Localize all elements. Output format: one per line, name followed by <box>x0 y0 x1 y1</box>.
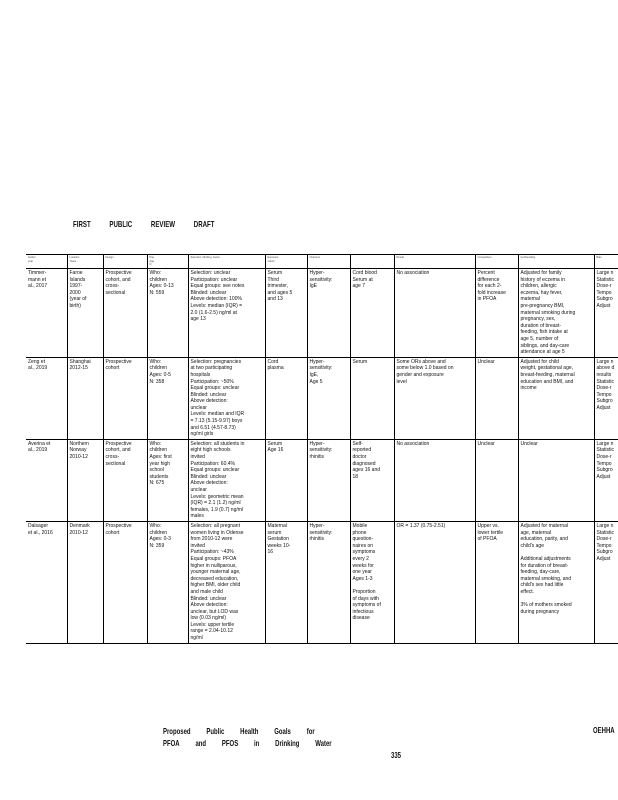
footer-word: in <box>254 738 260 749</box>
table-cell: Self- reported doctor diagnosed ages 16 and 18 <box>350 439 394 521</box>
table-row <box>26 521 618 643</box>
table-cell: Serum Third trimester, and ages 5 and 13 <box>265 269 307 358</box>
footer-word: Goals <box>274 726 291 736</box>
table-cell: Timmer- mann et al., 2017 <box>26 269 67 358</box>
table-cell: Unclear <box>518 439 594 521</box>
table-cell: Selection: unclear Participation: unclear Equal groups: see notes Blinded: unclear Above detection: 100% Levels: median (IQR) = 2.0 (1.6-2.5) ng/ml at age 13 <box>188 269 265 358</box>
footer-word: for <box>306 726 315 736</box>
table-cell: Denmark 2010-12 <box>67 521 103 643</box>
table-cell: Unclear <box>475 357 518 439</box>
table-cell: Mobile phone question- naires on symptoms every 2 weeks for one year Ages 1-3 Proportion of days with symptoms of infectious disease <box>350 521 394 643</box>
table-cell: Some ORs above and some below 1.0 based on gender and exposure level <box>394 357 475 439</box>
column-header <box>350 255 394 269</box>
table-cell: Prospective cohort <box>103 357 147 439</box>
footer-title <box>163 725 347 749</box>
draft-word: DRAFT <box>193 219 215 229</box>
table-cell: Unclear <box>475 439 518 521</box>
column-header: Comparison <box>475 255 518 269</box>
column-header: Design <box>103 255 147 269</box>
column-header: Exposure matrix <box>265 255 307 269</box>
footer-line-2 <box>163 737 347 749</box>
table-cell: Serum Age 16 <box>265 439 307 521</box>
column-header: Confounding <box>518 255 594 269</box>
column-header: Author year <box>26 255 67 269</box>
table-cell: Adjusted for family history of eczema in children, allergic eczema, hay fever, maternal pre-pregnancy BMI, maternal smoking during pregnancy, sex, duration of breast- feeding, fish intake at age 5, number of siblings, and day-care attendance at age 5 <box>518 269 594 358</box>
table-cell: Prospective cohort, and cross- sectional <box>103 269 147 358</box>
draft-banner <box>73 219 233 229</box>
draft-word: REVIEW <box>150 219 176 229</box>
table-cell: Hyper- sensitivity: IgE <box>307 269 350 358</box>
table-cell: Large n above d results Statistic Dose-r Tempo Subgro Adjust <box>594 357 618 439</box>
footer-word: Proposed <box>163 726 191 736</box>
table-cell: Selection: all students in eight high schools invited Participation: 60.4% Equal groups: unclear Blinded: unclear Above detection: unclear Levels: geometric mean (IQR) = 2.1 (1.2) ng/ml females, 1.9 (0.7) ng/ml males <box>188 439 265 521</box>
draft-word: FIRST <box>73 219 91 229</box>
table-cell: Prospective cohort, and cross- sectional <box>103 439 147 521</box>
column-header: Selection, blinding, levels <box>188 255 265 269</box>
draft-word: PUBLIC <box>109 219 133 229</box>
table-row <box>26 439 618 521</box>
column-header: Bias <box>594 255 618 269</box>
table-row <box>26 357 618 439</box>
table-cell: Upper vs. lower tertile of PFOA <box>475 521 518 643</box>
footer-word: PFOS <box>221 738 239 749</box>
table-cell: Averina et al., 2019 <box>26 439 67 521</box>
table-cell: Cord blood Serum at age 7 <box>350 269 394 358</box>
table-cell: Zeng et al., 2019 <box>26 357 67 439</box>
column-header: Outcome <box>307 255 350 269</box>
column-header: Location Years <box>67 255 103 269</box>
table-cell: Hyper- sensitivity: IgE, Age 5 <box>307 357 350 439</box>
table-cell: Adjusted for maternal age, maternal education, parity, and child's age Additional adjustments for duration of breast- feeding, day-care, maternal smoking, and child's sex had little effect. 3% of mothers smoked during pregnancy <box>518 521 594 643</box>
footer-word: Health <box>240 726 259 736</box>
table-cell: Hyper- sensitivity: rhinitis <box>307 521 350 643</box>
table-cell: Who: children Ages: first year high school students N: 675 <box>147 439 188 521</box>
table-header-row <box>26 255 618 269</box>
column-header: Pop. Age N <box>147 255 188 269</box>
table-cell: Adjusted for child weight, gestational age, breast-feeding, maternal education and BMI, and income <box>518 357 594 439</box>
table-cell: Northern Norway 2010-12 <box>67 439 103 521</box>
table-cell: Who: children Ages: 0-5 N: 358 <box>147 357 188 439</box>
footer-word: Public <box>206 726 225 736</box>
footer-line-1 <box>163 725 347 737</box>
table-cell: Selection: all pregnant women living in Odense from 2010-12 were invited Participation: ~43% Equal groups: PFOA higher in nulliparous, younger maternal age, decreased education, higher BMI, older child and male child Blinded: unclear Above detection: unclear, but LOD was low (0.03 ng/ml) Levels: upper tertile range = 2.04-10.12 ng/ml <box>188 521 265 643</box>
table-row <box>26 269 618 358</box>
table-cell: Dalsager et al., 2016 <box>26 521 67 643</box>
table-cell: Selection: pregnancies at two participating hospitals Participation: ~50% Equal groups: unclear Blinded: unclear Above detection: unclear Levels: median and IQR = 7.13 (5.15-9.97) boys and 6.51 (4.57-8.73) ng/ml girls <box>188 357 265 439</box>
agency-name: OEHHA <box>593 725 615 735</box>
footer-word: Drinking <box>275 738 300 749</box>
column-header: Result <box>394 255 475 269</box>
table-cell: Cord plasma <box>265 357 307 439</box>
footer-word: PFOA <box>163 738 180 749</box>
page-number: 335 <box>391 751 402 760</box>
table-cell: Hyper- sensitivity: rhinitis <box>307 439 350 521</box>
table-cell: Maternal serum Gestation weeks 10- 16 <box>265 521 307 643</box>
footer-word: and <box>195 738 207 749</box>
table-cell: No association <box>394 439 475 521</box>
table-cell: Faroe Islands 1997- 2000 (year of birth) <box>67 269 103 358</box>
table-cell: OR = 1.37 (0.75-2.51) <box>394 521 475 643</box>
table-cell: Large n Statistic Dose-r Tempo Subgro Adjust <box>594 269 618 358</box>
table-cell: Prospective cohort <box>103 521 147 643</box>
table-cell: Shanghai 2012-15 <box>67 357 103 439</box>
table-cell: Percent difference for each 2- fold increase in PFOA <box>475 269 518 358</box>
table-cell: Who: children Ages: 0-3 N: 359 <box>147 521 188 643</box>
table-cell: No association <box>394 269 475 358</box>
table-cell: Who: children Ages: 0-13 N: 559 <box>147 269 188 358</box>
study-table <box>26 254 618 644</box>
table-cell: Serum <box>350 357 394 439</box>
footer-word: Water <box>315 738 332 749</box>
table-cell: Large n Statistic Dose-r Tempo Subgro Adjust <box>594 439 618 521</box>
table-cell: Large n Statistic Dose-r Tempo Subgro Adjust <box>594 521 618 643</box>
